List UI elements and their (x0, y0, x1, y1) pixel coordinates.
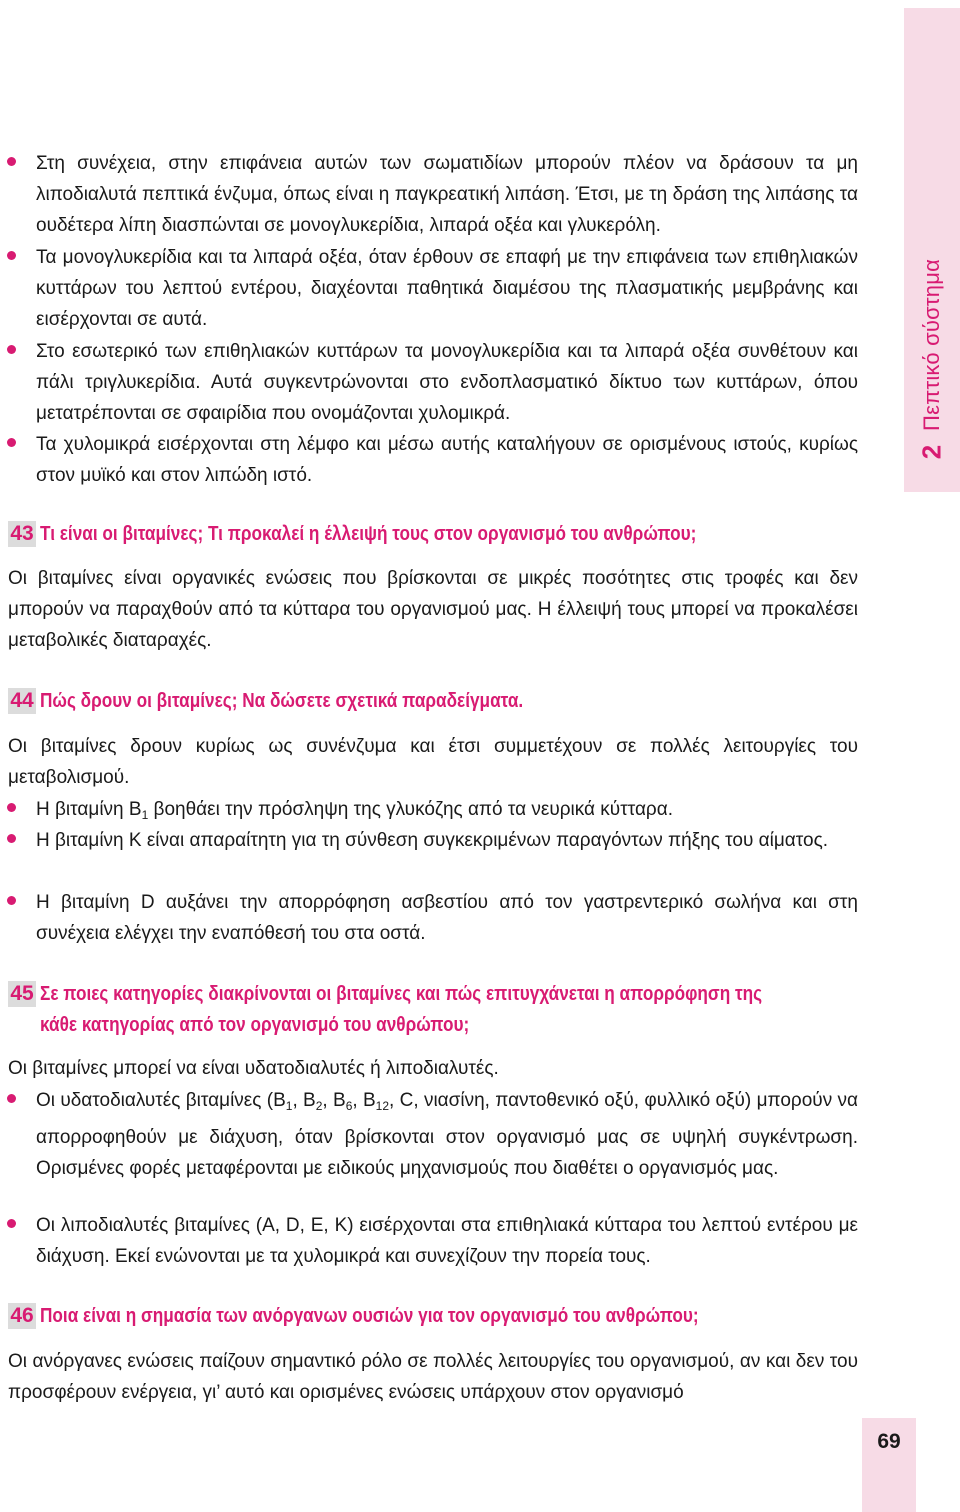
question-number: 46 (8, 1303, 36, 1329)
bullet-dot (7, 251, 16, 260)
question-number: 45 (8, 981, 36, 1007)
answer-text: Οι ανόργανες ενώσεις παίζουν σημαντικό ρόλο σε πολλές λειτουργίες του οργανισμού, αν και δεν του προσφέρουν ενέργεια, γι’ αυτό και ορισμένες ενώσεις υπάρχουν στον οργανισμό (8, 1351, 858, 1403)
vitamin-d-bullet: Η βιταμίνη D αυξάνει την απορρόφηση ασβεστίου από τον γαστρεντερικό σωλήνα και στη συνέχεια ελέγχει την εναπόθεσή του στα οστά. (36, 892, 858, 944)
intro-bullet-4: Τα χυλομικρά εισέρχονται στη λέμφο και μέσω αυτής καταλήγουν σε ορισμένους ιστούς, κυρίως στον μυϊκό και στον λιπώδη ιστό. (36, 434, 858, 486)
bullet-dot (7, 1094, 16, 1103)
bullet-dot (7, 803, 16, 812)
fat-soluble-bullet: Οι λιποδιαλυτές βιταμίνες (A, D, E, K) εισέρχονται στα επιθηλιακά κύτταρα του λεπτού εντέρου με διάχυση. Εκεί ενώνονται με τα χυλομικρά και συνεχίζουν την πορεία τους. (36, 1215, 858, 1267)
answer-text: Οι βιταμίνες είναι οργανικές ενώσεις που βρίσκονται σε μικρές ποσότητες στις τροφές και δεν μπορούν να παραχθούν από τα κύτταρα του οργανισμού μας. Η έλλειψή τους μπορεί να προκαλέσει μεταβολικές διαταραχές. (8, 568, 858, 651)
water-soluble-bullet: Οι υδατοδιαλυτές βιταμίνες ($B_1$, $B_2$, $B_6$, $B_{12}$, C, νιασίνη, παντοθενικό οξύ, φυλλικό οξύ) μπορούν να απορροφηθούν με διάχυση, όταν βρίσκονται στον οργανισμό μας σε υψηλή συγκέντρωση. Ορισμένες φορές μεταφέρονται με ειδικούς μηχανισμούς που διαθέτει ο οργανισμός μας. (36, 1090, 859, 1179)
bullet-dot (7, 157, 16, 166)
vitamin-b1-bullet: Η βιταμίνη $B_1$ βοηθάει την πρόσληψη της γλυκόζης από τα νευρικά κύτταρα. (36, 799, 673, 822)
intro-bullet-2: Τα μονογλυκερίδια και τα λιπαρά οξέα, όταν έρθουν σε επαφή με την επιφάνεια των επιθηλιακών κυττάρων του λεπτού εντέρου, διαχέονται παθητικά διαμέσου της πλασματικής μεμβράνης και εισέρχονται σε αυτά. (36, 247, 858, 330)
bullet-dot (7, 834, 16, 843)
bullet-dot (7, 345, 16, 354)
question-title-line2: κάθε κατηγορίας από τον οργανισμό του ανθρώπου; (40, 1014, 470, 1036)
question-number: 43 (8, 521, 36, 547)
bullet-dot (7, 896, 16, 905)
question-title: Τι είναι οι βιταμίνες; Τι προκαλεί η έλλειψή τους στον οργανισμό του ανθρώπου; (40, 523, 697, 545)
bullet-dot (7, 438, 16, 447)
chapter-number: 2 (916, 444, 947, 460)
question-title: Πώς δρουν οι βιταμίνες; Να δώσετε σχετικά παραδείγματα. (40, 690, 524, 712)
intro-bullet-3: Στο εσωτερικό των επιθηλιακών κυττάρων τα μονογλυκερίδια και τα λιπαρά οξέα συνθέτουν και πάλι τριγλυκερίδια. Αυτά συγκεντρώνονται στο ενδοπλασματικό δίκτυο των κυττάρων, όπου μετατρέπονται σε σφαιρίδια που ονομάζονται χυλομικρά. (36, 341, 858, 424)
page-number: 69 (877, 1430, 901, 1453)
intro-bullet-1: Στη συνέχεια, στην επιφάνεια αυτών των σωματιδίων μπορούν πλέον να δράσουν τα μη λιποδιαλυτά πεπτικά ένζυμα, όπως είναι η παγκρεατική λιπάση. Έτσι, με τη δράση της λιπάσης τα ουδέτερα λίπη διασπώνται σε μονογλυκερίδια, λιπαρά οξέα και γλυκερόλη. (36, 153, 858, 236)
answer-text: Οι βιταμίνες μπορεί να είναι υδατοδιαλυτές ή λιποδιαλυτές. (8, 1058, 499, 1079)
bullet-dot (7, 1219, 16, 1228)
question-title: Ποια είναι η σημασία των ανόργανων ουσιών για τον οργανισμό του ανθρώπου; (40, 1305, 699, 1327)
question-number: 44 (8, 688, 36, 714)
answer-text: Οι βιταμίνες δρουν κυρίως ως συνένζυμα και έτσι συμμετέχουν σε πολλές λειτουργίες του μεταβολισμού. (8, 736, 858, 788)
chapter-title: Πεπτικό σύστημα (919, 258, 944, 432)
vitamin-k-bullet: Η βιταμίνη Κ είναι απαραίτητη για τη σύνθεση συγκεκριμένων παραγόντων πήξης του αίματος. (36, 830, 829, 851)
question-title-line1: Σε ποιες κατηγορίες διακρίνονται οι βιταμίνες και πώς επιτυγχάνεται η απορρόφηση της (40, 983, 763, 1005)
